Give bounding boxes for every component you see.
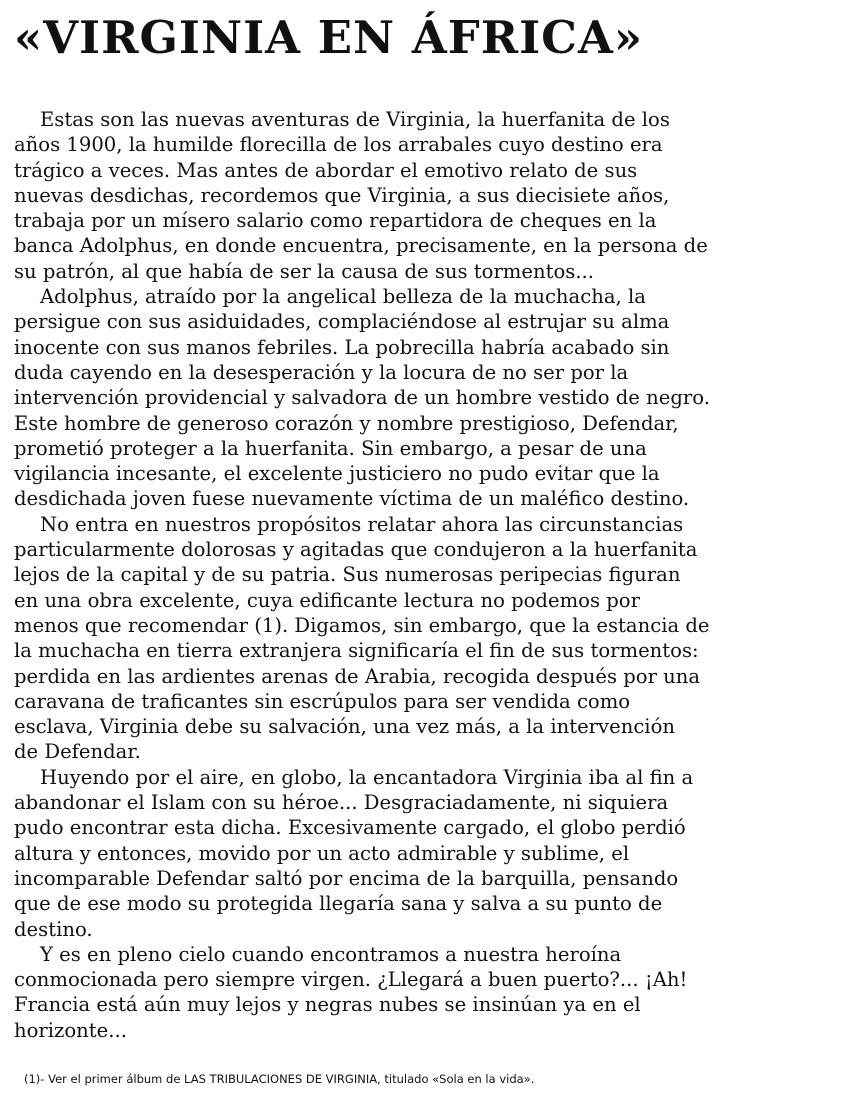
text-line: desdichada joven fuese nuevamente víctima de un maléfico destino. [14,487,690,511]
text-line: nuevas desdichas, recordemos que Virginia, a sus diecisiete años, [14,183,670,207]
paragraph [14,942,838,1043]
text-line: prometió proteger a la huerfanita. Sin embargo, a pesar de una [14,436,647,460]
paragraph [14,284,838,512]
text-line: conmocionada pero siempre virgen. ¿Llegará a buen puerto?... ¡Ah! [14,968,688,992]
text-line: persigue con sus asiduidades, complaciéndose al estrujar su alma [14,310,670,334]
text-line: altura y entonces, movido por un acto admirable y sublime, el [14,841,630,865]
text-line: Adolphus, atraído por la angelical belleza de la muchacha, la [40,285,646,309]
text-line: abandonar el Islam con su héroe... Desgraciadamente, ni siquiera [14,791,669,815]
text-line: Estas son las nuevas aventuras de Virginia, la huerfanita de los [40,108,670,131]
text-line: vigilancia incesante, el excelente justiciero no pudo evitar que la [14,462,660,486]
text-line: intervención providencial y salvadora de un hombre vestido de negro. [14,386,710,410]
text-line: particularmente dolorosas y agitadas que condujeron a la huerfanita [14,538,698,562]
text-line: perdida en las ardientes arenas de Arabia, recogida después por una [14,664,701,688]
text-line: menos que recomendar (1). Digamos, sin embargo, que la estancia de [14,613,710,637]
text-line: banca Adolphus, en donde encuentra, precisamente, en la persona de [14,234,708,258]
paragraph [14,512,838,765]
paragraph [14,107,838,284]
text-line: años 1900, la humilde florecilla de los arrabales cuyo destino era [14,133,663,157]
text-line: destino. [14,917,93,941]
text-line: trabaja por un mísero salario como repartidora de cheques en la [14,209,657,233]
text-line: caravana de traficantes sin escrúpulos para ser vendida como [14,689,631,713]
text-line: que de ese modo su protegida llegaría sana y salva a su punto de [14,892,663,916]
text-line: Este hombre de generoso corazón y nombre prestigioso, Defendar, [14,411,679,435]
text-line: trágico a veces. Mas antes de abordar el emotivo relato de sus [14,158,638,182]
page-title: «VIRGINIA EN ÁFRICA» [14,11,643,64]
text-line: Francia está aún muy lejos y negras nubes se insinúan ya en el [14,993,641,1017]
text-line: duda cayendo en la desesperación y la locura de no ser por la [14,360,629,384]
text-line: la muchacha en tierra extranjera significaría el fin de sus tormentos: [14,639,699,663]
text-line: Huyendo por el aire, en globo, la encantadora Virginia iba al fin a [40,765,694,789]
text-line: esclava, Virginia debe su salvación, una vez más, a la intervención [14,715,675,739]
text-line: horizonte... [14,1018,127,1042]
text-line: en una obra excelente, cuya edificante lectura no podemos por [14,588,640,612]
paragraph [14,765,838,942]
text-line: No entra en nuestros propósitos relatar ahora las circunstancias [40,512,684,536]
text-line: inocente con sus manos febriles. La pobrecilla habría acabado sin [14,335,670,359]
text-line: pudo encontrar esta dicha. Excesivamente cargado, el globo perdió [14,816,686,840]
article-body [14,107,838,1043]
text-line: incomparable Defendar saltó por encima de la barquilla, pensando [14,866,679,890]
text-line: su patrón, al que había de ser la causa de sus tormentos... [14,259,595,283]
text-line: Y es en pleno cielo cuando encontramos a nuestra heroína [40,942,622,966]
text-line: de Defendar. [14,740,141,764]
footnote: (1)- Ver el primer álbum de LAS TRIBULACIONES DE VIRGINIA, titulado «Sola en la vida». [24,1072,535,1086]
text-line: lejos de la capital y de su patria. Sus numerosas peripecias figuran [14,563,681,587]
